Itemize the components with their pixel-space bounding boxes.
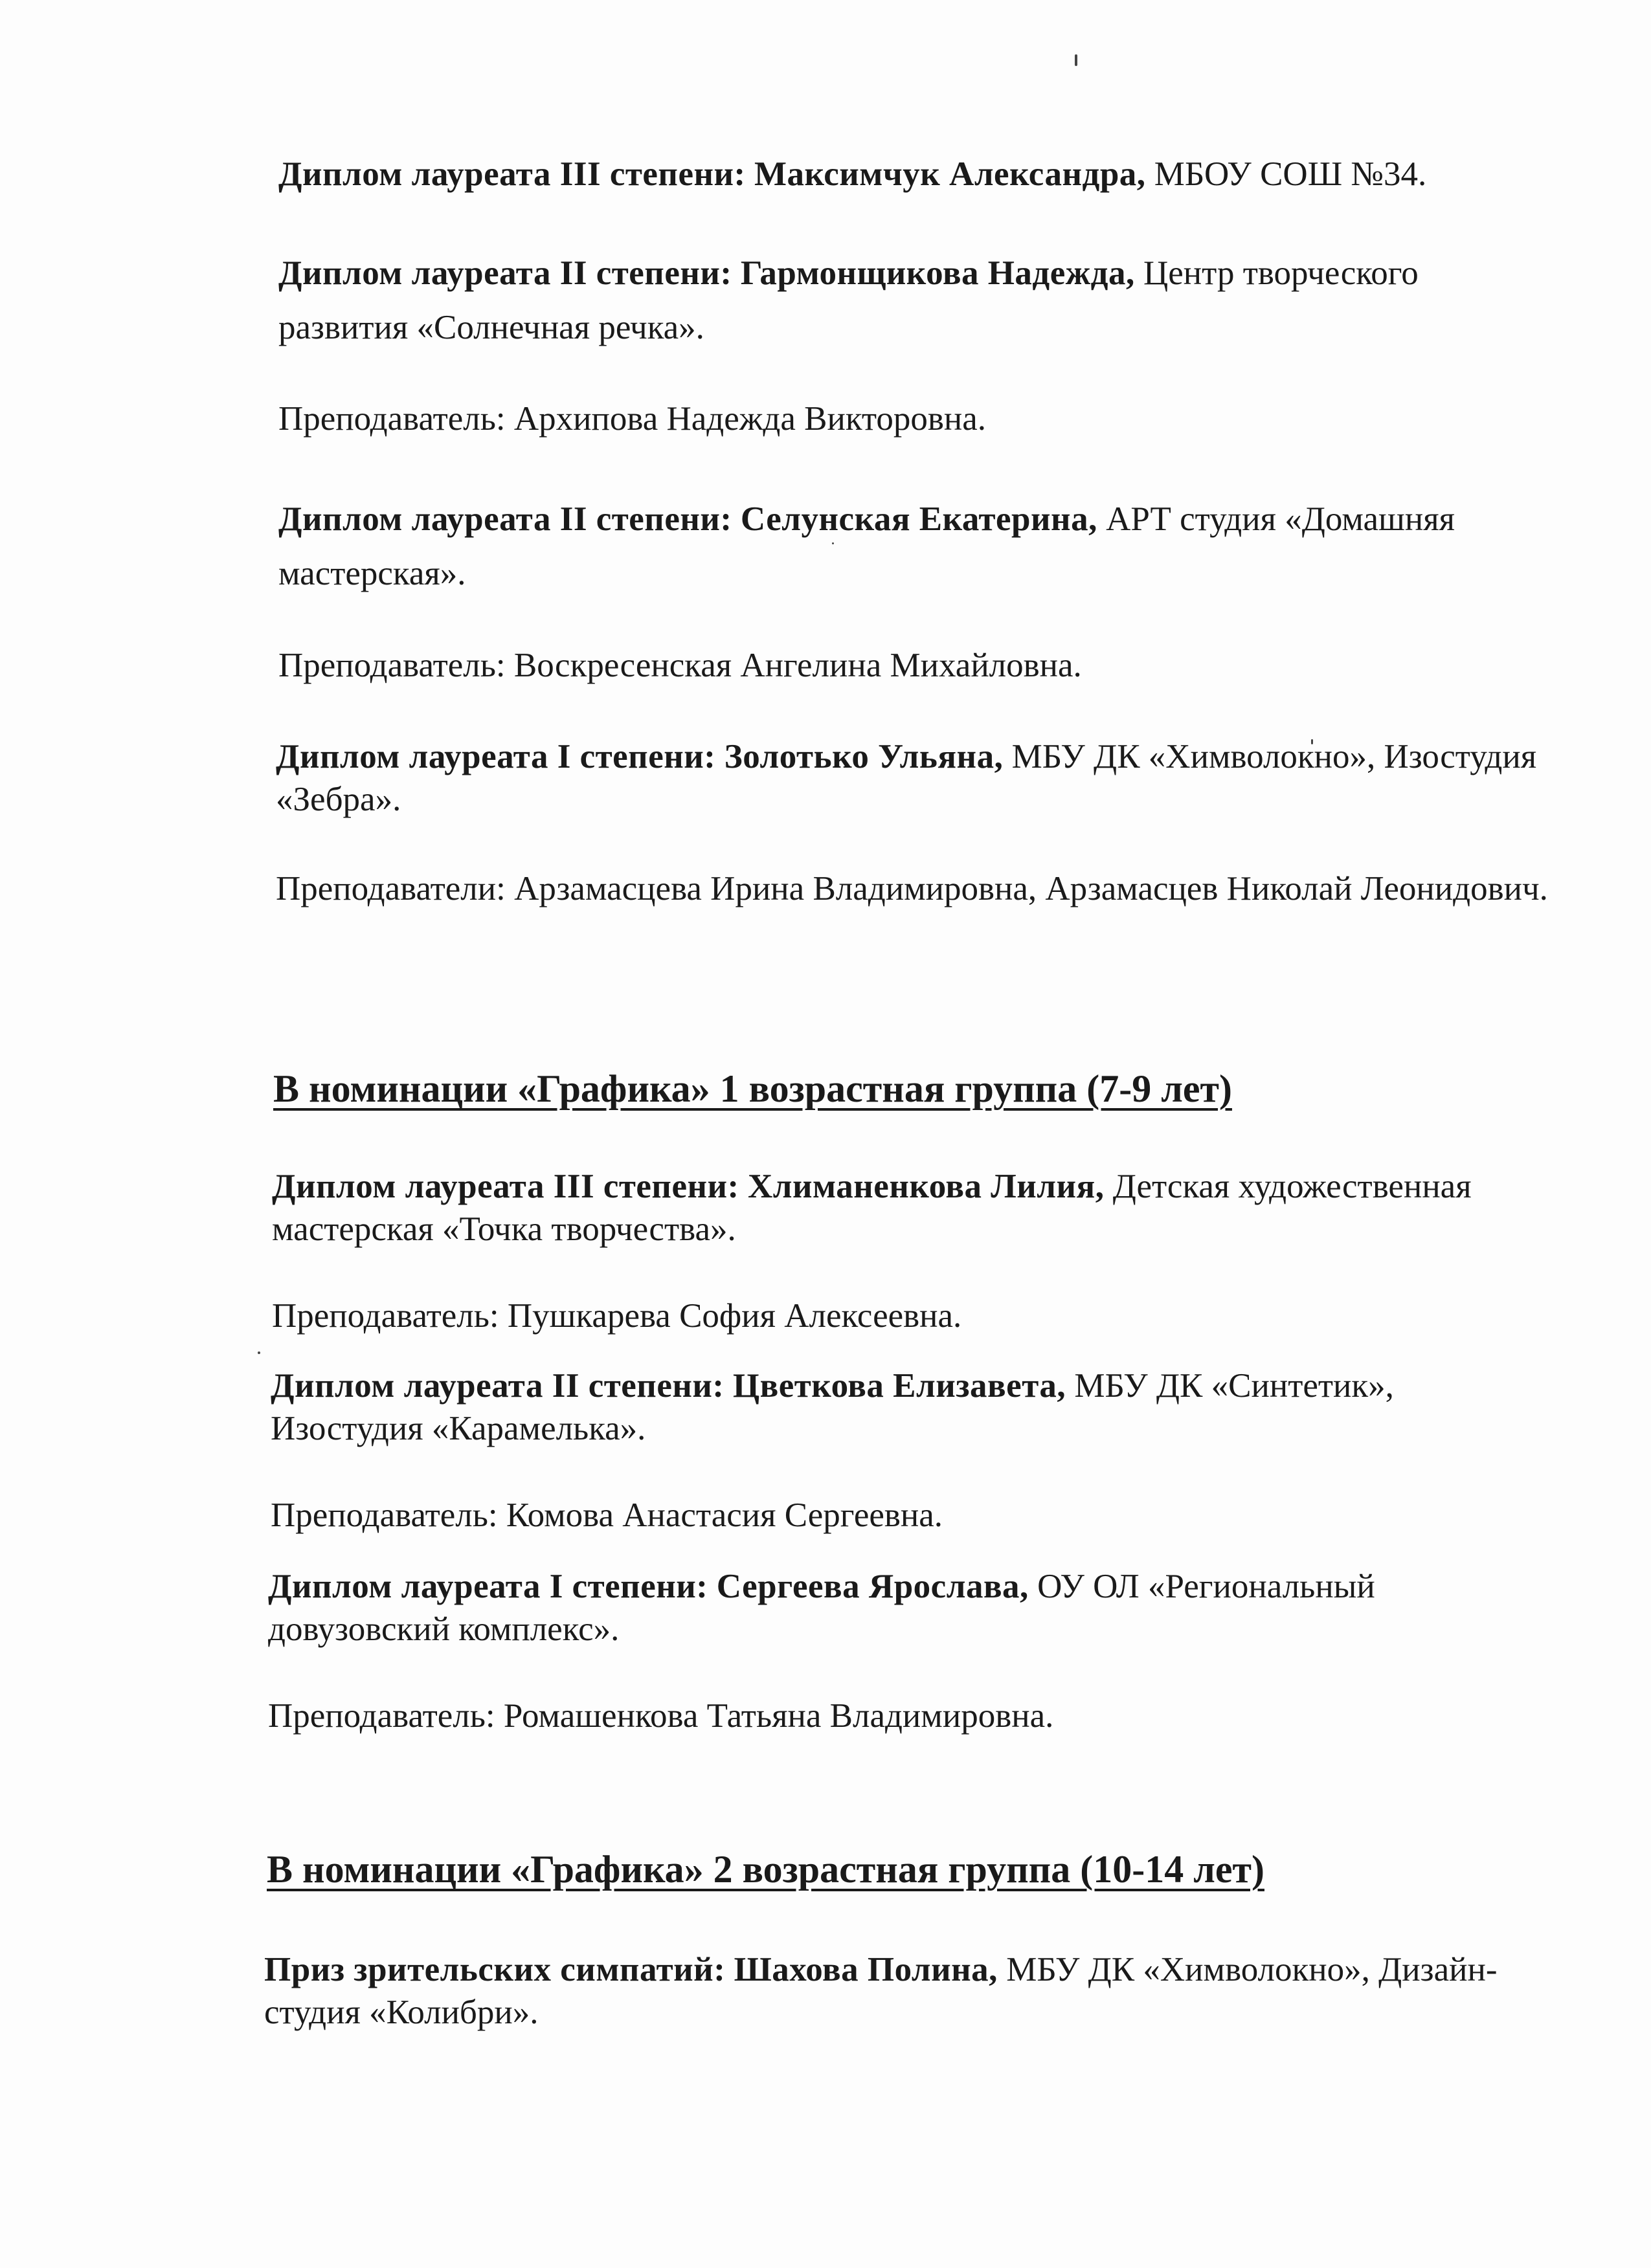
award-entry <box>264 1948 1533 2034</box>
award-entry <box>276 735 1545 821</box>
award-entry <box>272 1165 1586 1251</box>
winner-name: Селунская Екатерина, <box>740 500 1097 538</box>
award-entry <box>278 153 1573 195</box>
winner-name: Золотько Ульяна, <box>724 738 1004 775</box>
scan-speck <box>1075 54 1077 66</box>
winner-name: Цветкова Елизавета, <box>732 1367 1066 1405</box>
teacher-line: Преподаватель: Архипова Надежда Викторовна. <box>278 400 987 438</box>
award-entry <box>268 1565 1498 1651</box>
organization: Детская художественная мастерская «Точка творчества». <box>272 1168 1472 1248</box>
organization: МБУ ДК «Химволокно», Дизайн-студия «Колибри». <box>264 1951 1498 2031</box>
scan-speck <box>258 1351 260 1354</box>
teacher-line: Преподаватели: Арзамасцева Ирина Владимировна, Арзамасцев Николай Леонидович. <box>276 870 1548 907</box>
award-entry <box>271 1364 1540 1450</box>
winner-name: Хлиманенкова Лилия, <box>747 1168 1105 1205</box>
award-label: Диплом лауреата II степени: <box>271 1367 724 1405</box>
teacher-line: Преподаватель: Воскресенская Ангелина Михайловна. <box>278 647 1082 684</box>
award-label: Диплом лауреата II степени: <box>278 254 732 292</box>
winner-name: Гармонщикова Надежда, <box>740 254 1135 292</box>
award-label: Приз зрительских симпатий: <box>264 1951 726 1988</box>
award-entry <box>278 246 1541 355</box>
winner-name: Максимчук Александра, <box>754 155 1146 193</box>
organization: МБУ ДК «Синтетик», Изостудия «Карамелька». <box>271 1367 1394 1447</box>
award-label: Диплом лауреата III степени: <box>278 155 746 193</box>
organization: МБОУ СОШ №34. <box>1154 155 1427 193</box>
organization: ОУ ОЛ «Региональный довузовский комплекс». <box>268 1568 1375 1648</box>
award-label: Диплом лауреата III степени: <box>272 1168 739 1205</box>
teacher-line: Преподаватель: Ромашенкова Татьяна Владимировна. <box>268 1697 1054 1735</box>
award-label: Диплом лауреата I степени: <box>276 738 716 775</box>
winner-name: Сергеева Ярослава, <box>716 1568 1029 1605</box>
teacher-line: Преподаватель: Комова Анастасия Сергеевна. <box>271 1496 943 1534</box>
organization: АРТ студия «Домашняя мастерская». <box>278 500 1455 592</box>
organization: Центр творческого развития «Солнечная речка». <box>278 254 1419 346</box>
award-label: Диплом лауреата I степени: <box>268 1568 708 1605</box>
organization: МБУ ДК «Химволокно», Изостудия «Зебра». <box>276 738 1537 818</box>
award-entry <box>278 492 1580 601</box>
section-heading: В номинации «Графика» 2 возрастная группа (10-14 лет) <box>267 1848 1264 1891</box>
teacher-line: Преподаватель: Пушкарева София Алексеевна. <box>272 1297 962 1335</box>
award-label: Диплом лауреата II степени: <box>278 500 732 538</box>
section-heading: В номинации «Графика» 1 возрастная группа (7-9 лет) <box>273 1067 1232 1110</box>
winner-name: Шахова Полина, <box>734 1951 998 1988</box>
